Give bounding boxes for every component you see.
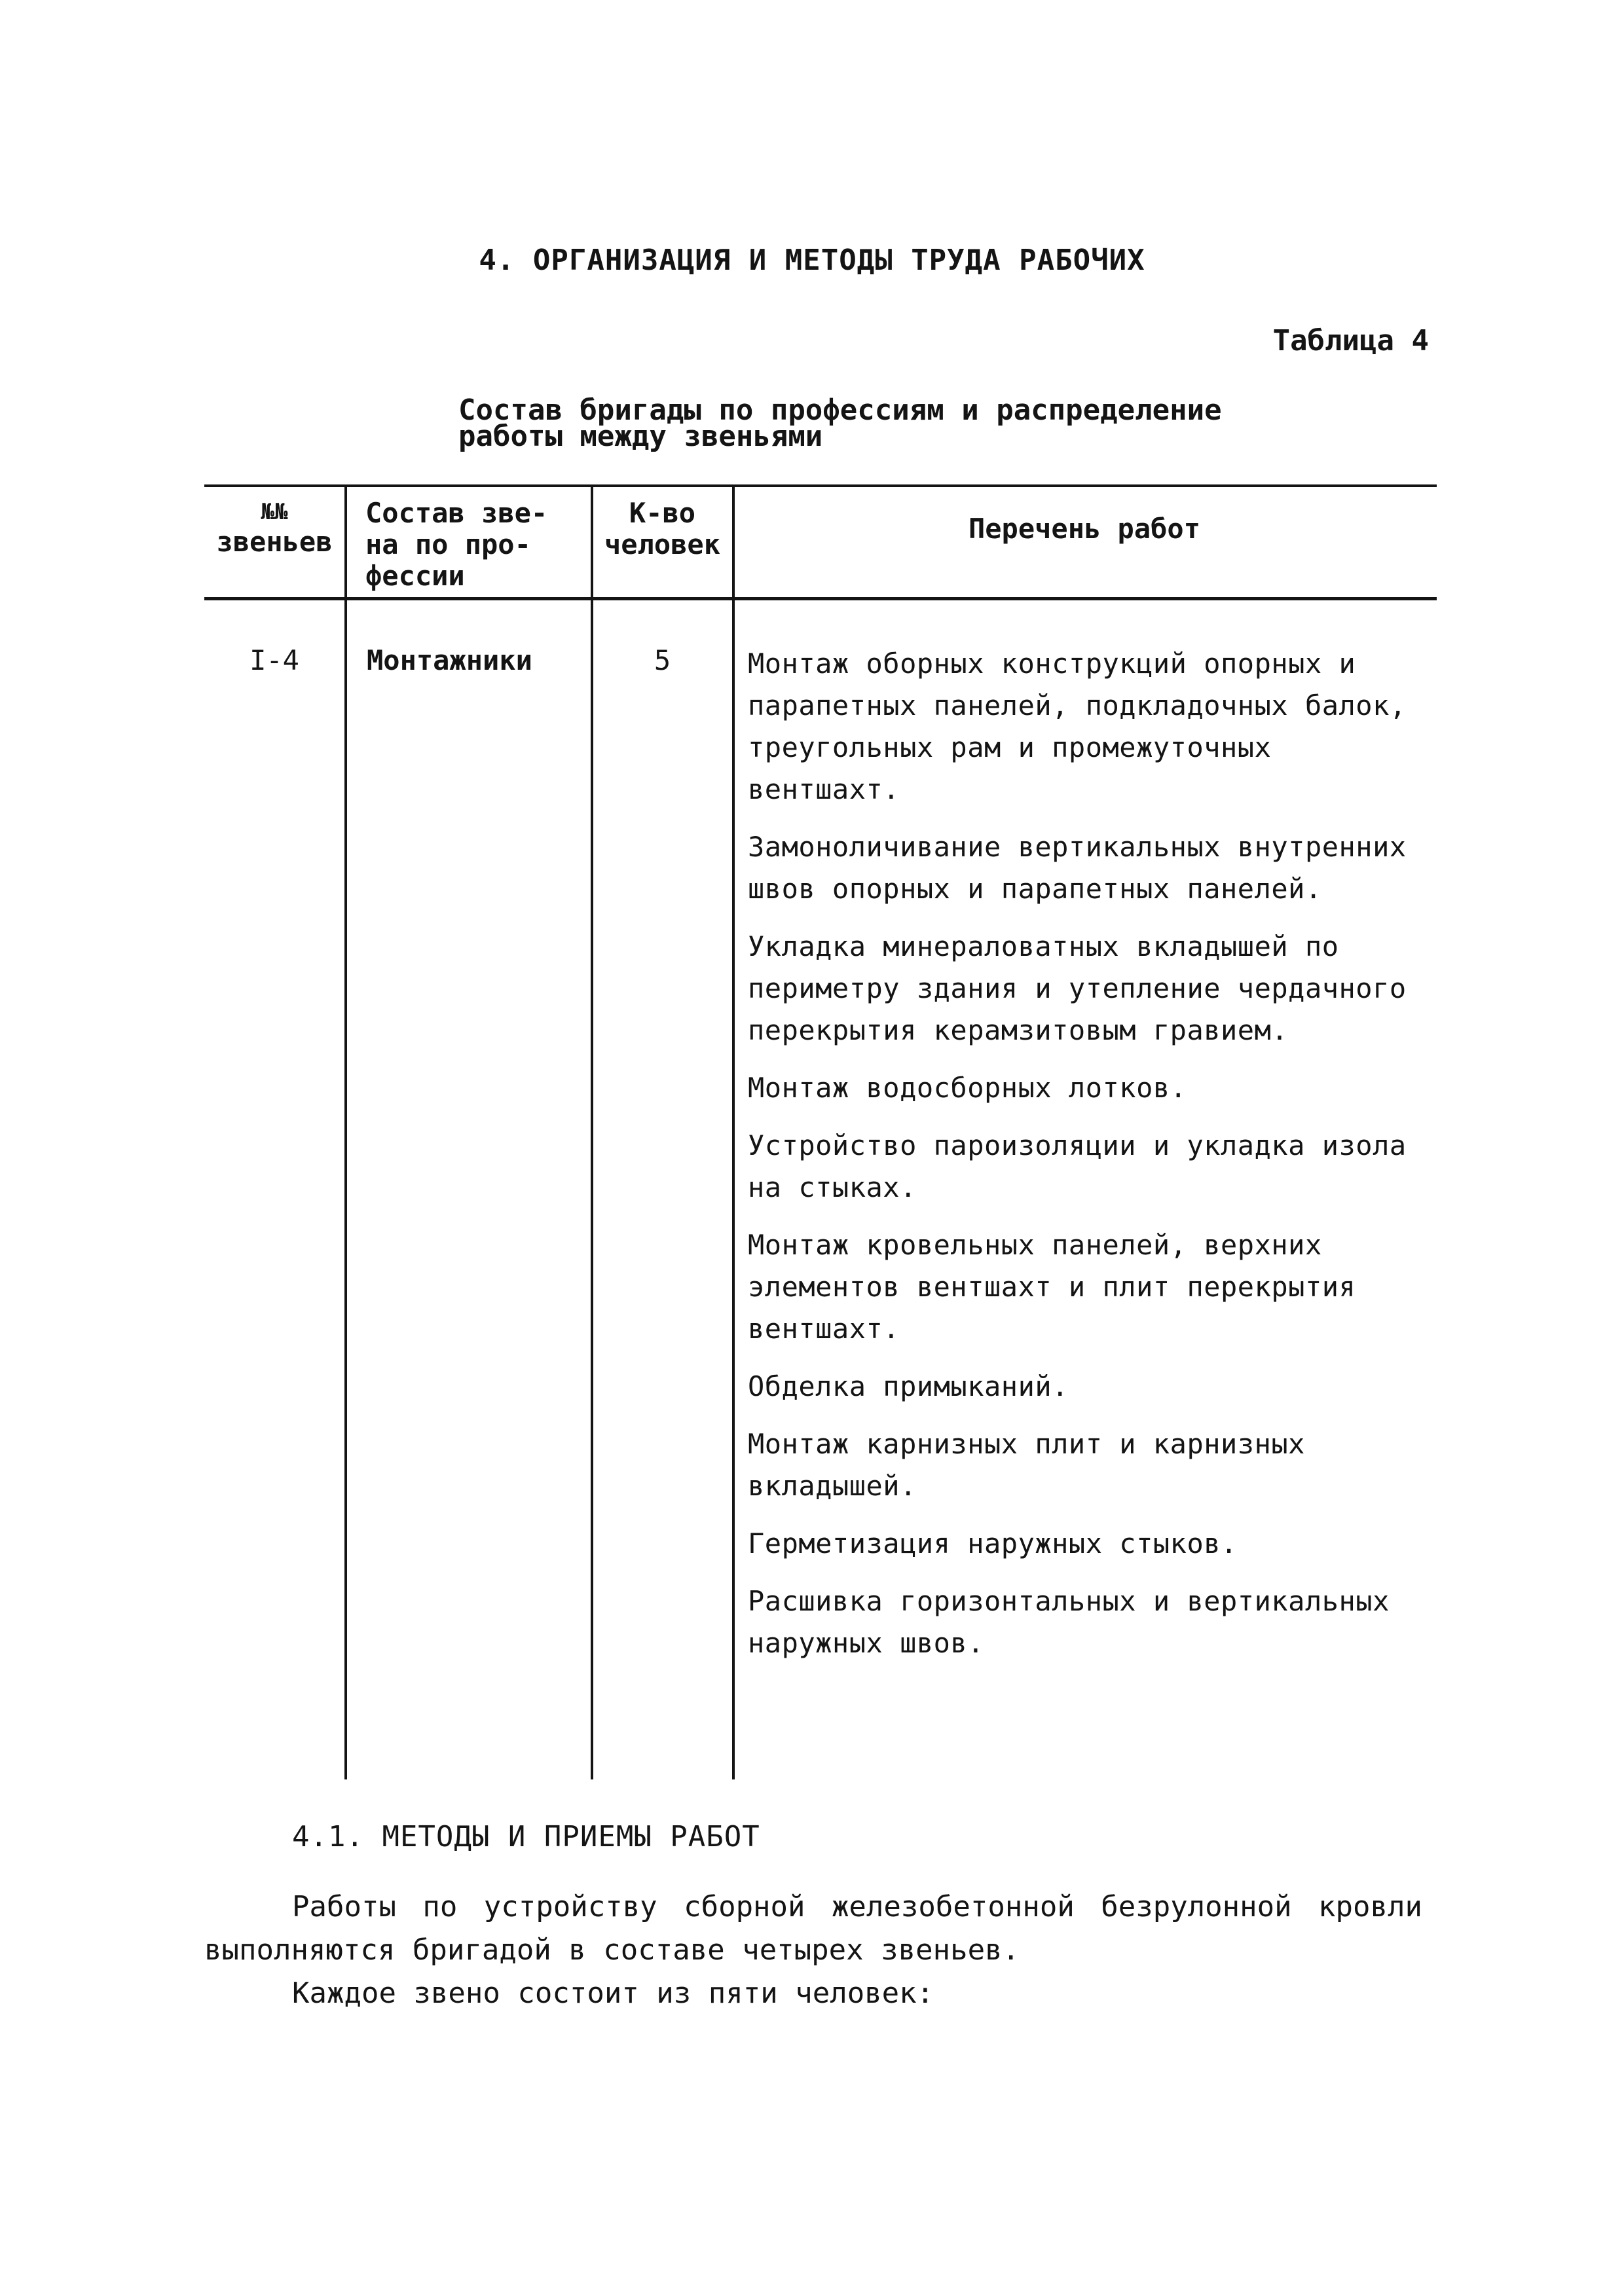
header-unit-number bbox=[204, 498, 344, 558]
work-item: Герметизация наружных стыков. bbox=[748, 1527, 1238, 1559]
cell-unit-number: I-4 bbox=[249, 644, 299, 676]
work-item: Устройство пароизоляции и укладка изола на стыках. bbox=[748, 1129, 1407, 1203]
header-unit-number-line-2: звеньев bbox=[216, 526, 333, 558]
header-work-list: Перечень работ bbox=[968, 513, 1200, 545]
header-composition bbox=[365, 498, 547, 592]
header-composition-line-3: фессии bbox=[365, 560, 465, 592]
column-divider bbox=[732, 486, 735, 1779]
table-caption-line-2: работы между звеньями bbox=[458, 420, 823, 453]
header-worker-count-line-1: К-во bbox=[629, 497, 696, 529]
work-item: Укладка минераловатных вкладышей по периметру здания и утепление чердачного перекрытия керамзитовым гравием. bbox=[748, 930, 1407, 1046]
work-list bbox=[748, 643, 1429, 1680]
paragraph: Работы по устройству сборной железобетонной безрулонной кровли выполняются бригадой в составе четырех звеньев. bbox=[204, 1890, 1422, 1967]
section-heading: 4. ОРГАНИЗАЦИЯ И МЕТОДЫ ТРУДА РАБОЧИХ bbox=[479, 244, 1145, 277]
header-worker-count-line-2: человек bbox=[604, 528, 720, 560]
subsection-heading: 4.1. МЕТОДЫ И ПРИЕМЫ РАБОТ bbox=[292, 1820, 760, 1853]
work-item: Монтаж оборных конструкций опорных и парапетных панелей, подкладочных балок, треугольных рам и промежуточных вентшахт. bbox=[748, 647, 1407, 805]
work-item: Замоноличивание вертикальных внутренних швов опорных и парапетных панелей. bbox=[748, 831, 1407, 905]
work-item: Монтаж водосборных лотков. bbox=[748, 1072, 1187, 1104]
table-header-rule bbox=[204, 597, 1437, 600]
table-top-rule bbox=[204, 484, 1437, 487]
paragraph: Каждое звено состоит из пяти человек: bbox=[292, 1977, 934, 2010]
work-item: Монтаж карнизных плит и карнизных вкладышей. bbox=[748, 1428, 1305, 1502]
work-item: Монтаж кровельных панелей, верхних элементов вентшахт и плит перекрытия вентшахт. bbox=[748, 1229, 1356, 1345]
work-item: Расшивка горизонтальных и вертикальных наружных швов. bbox=[748, 1585, 1390, 1659]
cell-worker-count: 5 bbox=[654, 644, 671, 676]
work-item: Обделка примыканий. bbox=[748, 1370, 1069, 1402]
table-number: Таблица 4 bbox=[1272, 324, 1429, 357]
column-divider bbox=[591, 486, 593, 1779]
header-worker-count bbox=[593, 498, 732, 560]
header-unit-number-line-1: №№ bbox=[261, 499, 288, 525]
column-divider bbox=[344, 486, 347, 1779]
cell-composition: Монтажники bbox=[367, 644, 532, 676]
header-composition-line-1: Состав зве- bbox=[365, 497, 548, 529]
table-caption-line-1: Состав бригады по профессиям и распределение bbox=[458, 393, 1222, 427]
table-caption bbox=[458, 393, 1222, 453]
header-composition-line-2: на по про- bbox=[365, 528, 531, 560]
